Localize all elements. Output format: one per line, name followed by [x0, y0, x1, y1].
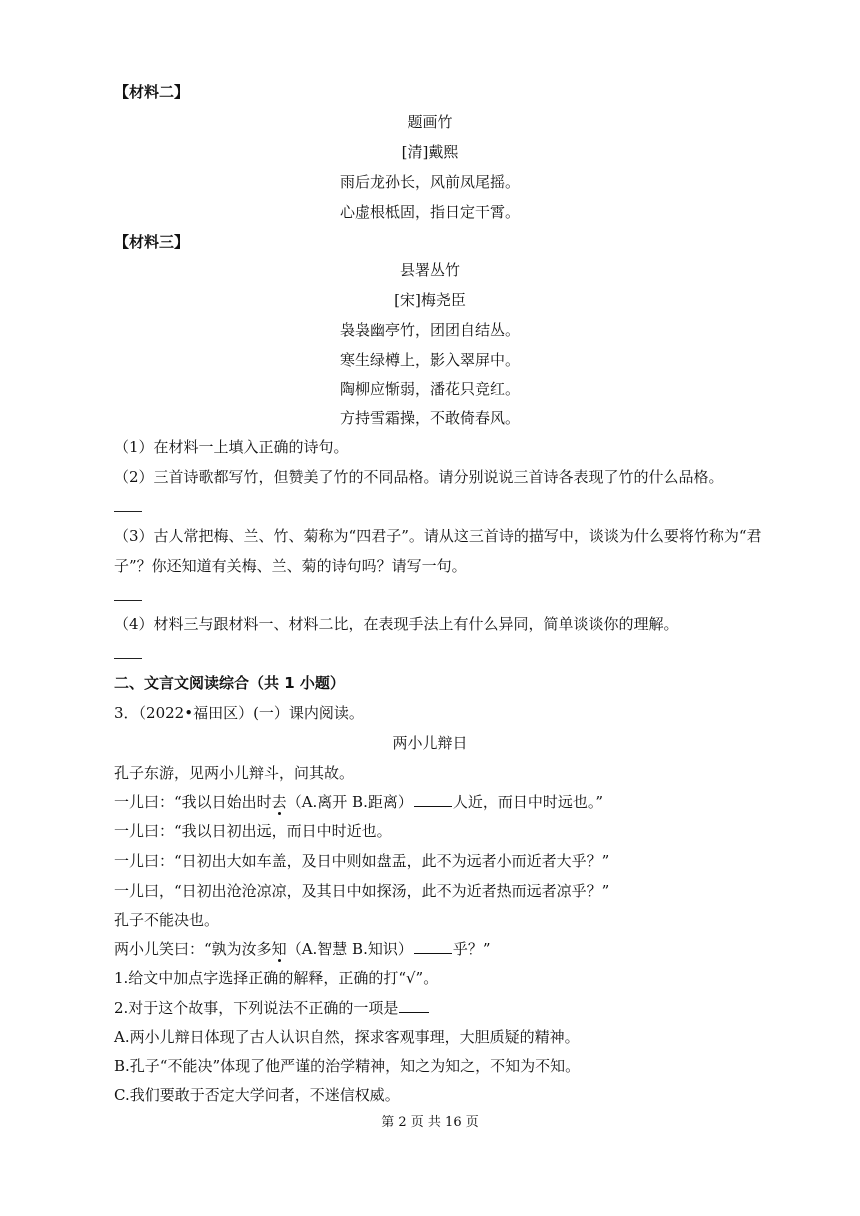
- passage-line-7-pre: 两小儿笑曰：“孰为汝多: [114, 940, 272, 958]
- option-c: C.我们要敢于否定大学问者，不迷信权威。: [114, 1086, 400, 1104]
- poem2-line-2: 心虚根柢固，指日定干霄。: [339, 203, 520, 221]
- poem3-author: [宋]梅尧臣: [394, 291, 466, 309]
- section2-heading: 二、文言文阅读综合（共 1 小题）: [114, 674, 345, 692]
- material3-heading: 【材料三】: [114, 233, 190, 251]
- poem3-line-2: 寒生绿樽上，影入翠屏中。: [339, 351, 520, 369]
- question-3-line-1: （3）古人常把梅、兰、竹、菊称为“四君子”。请从这三首诗的描写中，谈谈为什么要将竹称为“君: [114, 527, 762, 545]
- answer-line-4: [114, 658, 142, 659]
- passage-line-6: 孔子不能决也。: [114, 911, 220, 929]
- sub-question-2: [114, 998, 430, 1018]
- answer-blank-2[interactable]: [414, 939, 452, 954]
- poem3-title: 县署丛竹: [399, 261, 460, 279]
- question-3-item: 3．（2022•福田区）(一）课内阅读。: [114, 704, 364, 722]
- dotted-character-zhi: 知: [271, 940, 287, 958]
- question-1: （1）在材料一上填入正确的诗句。: [114, 438, 349, 456]
- answer-blank-3[interactable]: [399, 998, 429, 1013]
- passage-line-2: [114, 792, 603, 812]
- poem2-line-1: 雨后龙孙长，风前凤尾摇。: [339, 173, 520, 191]
- page-footer: 第 2 页 共 16 页: [381, 1115, 479, 1130]
- passage-line-7-post: 乎？”: [452, 940, 491, 958]
- poem2-author: [清]戴熙: [401, 143, 459, 161]
- poem3-line-3: 陶柳应惭弱，潘花只竞红。: [339, 380, 520, 398]
- answer-blank-1[interactable]: [414, 792, 452, 807]
- passage-line-2-post: 人近，而日中时远也。”: [452, 793, 604, 811]
- question-4: （4）材料三与跟材料一、材料二比，在表现手法上有什么异同，简单谈谈你的理解。: [114, 615, 679, 633]
- passage-line-4: 一儿曰：“日初出大如车盖，及日中则如盘盂，此不为远者小而近者大乎？”: [114, 852, 610, 870]
- option-a: A.两小儿辩日体现了古人认识自然，探求客观事理，大胆质疑的精神。: [114, 1028, 580, 1046]
- passage-line-3: 一儿曰：“我以日初出远，而日中时近也。: [114, 822, 392, 840]
- poem2-title: 题画竹: [407, 113, 453, 131]
- passage-line-5: 一儿曰，“日初出沧沧凉凉，及其日中如探汤，此不为近者热而远者凉乎？”: [114, 882, 610, 900]
- passage-line-1: 孔子东游，见两小儿辩斗，问其故。: [114, 764, 355, 782]
- passage-title: 两小儿辩日: [392, 734, 468, 752]
- sub-question-2-text: 2.对于这个故事，下列说法不正确的一项是: [114, 999, 399, 1017]
- poem3-line-4: 方持雪霜操，不敢倚春风。: [339, 409, 520, 427]
- answer-line-3: [114, 600, 142, 601]
- choice-options-2: （A.智慧 B.知识）: [286, 940, 413, 958]
- passage-line-2-pre: 一儿曰：“我以日始出时: [114, 793, 272, 811]
- answer-line-2: [114, 511, 142, 512]
- option-b: B.孔子“不能决”体现了他严谨的治学精神，知之为知之，不知为不知。: [114, 1057, 581, 1075]
- dotted-character-qu: 去: [271, 793, 287, 811]
- passage-line-7: [114, 939, 491, 959]
- sub-question-1: 1.给文中加点字选择正确的解释，正确的打“√”。: [114, 969, 439, 987]
- material2-heading: 【材料二】: [114, 83, 190, 101]
- question-2: （2）三首诗歌都写竹，但赞美了竹的不同品格。请分别说说三首诗各表现了竹的什么品格。: [114, 468, 724, 486]
- question-3-line-2: 子”？你还知道有关梅、兰、菊的诗句吗？请写一句。: [114, 557, 467, 575]
- choice-options-1: （A.离开 B.距离）: [286, 793, 413, 811]
- poem3-line-1: 袅袅幽亭竹，团团自结丛。: [339, 321, 520, 339]
